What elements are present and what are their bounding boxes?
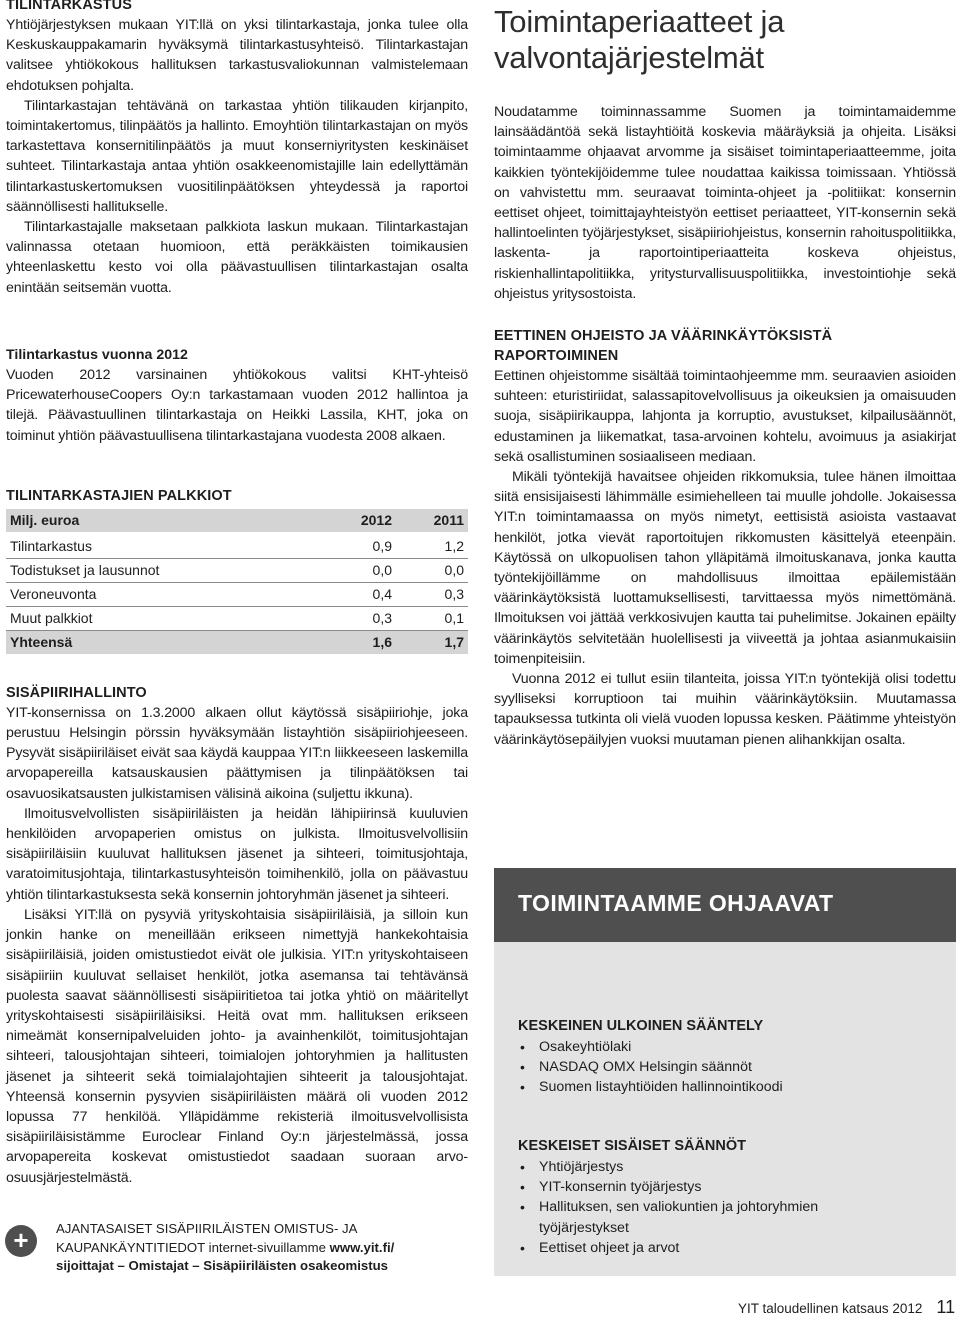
list-item-text: YIT-konsernin työjärjestys (539, 1179, 702, 1196)
insider-paragraph-1: YIT-konsernissa on 1.3.2000 alkaen ollut käytössä sisäpiiriohje, joka perustuu Helsingin pörssin hyväksymään listayhtiön sisäpiiriohjeeseen. Pysyvät sisäpiiriläiset eivät saa käydä kauppaa YIT:n liikkeeseen laskemilla arvopapereilla katsauskausien päättymisen ja tilinpäätöksen tai osavuosikatsausten julkistamisen välisinä aikoina (suljettu ikkuna). (6, 704, 468, 802)
fees-col-label: Milj. euroa (6, 509, 270, 532)
fees-row-label: Tilintarkastus (6, 535, 270, 559)
audit-paragraph-3: Tilintarkastajalle maksetaan palkkiota laskun mukaan. Tilintarkastajan valinnassa otetaan huomioon, että peräkkäisten toimikausien yhteenlaskettu kesto voi olla päävastuullisen tilintarkastajan osalta enintään seitsemän vuotta. (6, 219, 468, 296)
internal-rules-list (518, 1157, 938, 1258)
internal-rules-heading: KESKEISET SISÄISET SÄÄNNÖT (518, 1138, 747, 1154)
guidelines-box (494, 942, 956, 1276)
table-row (6, 535, 468, 559)
external-regulation-heading: KESKEINEN ULKOINEN SÄÄNTELY (518, 1018, 764, 1034)
fees-row-2012: 0,3 (270, 606, 396, 630)
fees-row-2011: 0,3 (396, 582, 468, 606)
fees-table (6, 509, 468, 654)
bullet-icon: • (520, 1059, 525, 1076)
list-item-text: Osakeyhtiölaki (539, 1039, 632, 1055)
list-item-text: Eettiset ohjeet ja arvot (539, 1239, 680, 1256)
note-line-3: sijoittajat – Omistajat – Sisäpiiriläisten osakeomistus (56, 1258, 389, 1273)
note-line-2 (56, 1239, 456, 1258)
list-item (518, 1177, 938, 1197)
bullet-icon: • (520, 1039, 525, 1055)
note-line-2-text: KAUPANKÄYNTITIEDOT internet-sivuillamme (56, 1239, 330, 1255)
fees-row-label: Todistukset ja lausunnot (6, 558, 270, 582)
ethics-paragraph-1: Eettinen ohjeistomme sisältää toimintaohjeemme mm. seuraavien asioiden suhteen: eturistiriidat, salassapitovelvollisuus ja oikeuksien ja omaisuuden suoja, sisäpiirikauppa, lahjonta ja korruptio, avustukset, kilpailusäännöt, edustaminen ja liikematkat, tasa-arvoinen kohtelu, avoimuus ja asiakirjat sekä osallistuminen sosiaaliseen mediaan. (494, 368, 956, 465)
list-item (518, 1157, 938, 1177)
external-regulation-list (518, 1037, 938, 1098)
fees-row-2011: 1,2 (396, 535, 468, 559)
list-item (518, 1197, 938, 1237)
list-item-text: Yhtiöjärjestys (539, 1159, 624, 1175)
note-line-1: AJANTASAISET SISÄPIIRILÄISTEN OMISTUS- JA (56, 1221, 358, 1236)
table-row (6, 558, 468, 582)
audit-heading: TILINTARKASTUS (6, 0, 132, 13)
fees-total-2012: 1,6 (270, 630, 396, 654)
list-item-text: NASDAQ OMX Helsingin säännöt (539, 1059, 752, 1076)
fees-col-2011: 2011 (396, 509, 468, 532)
plus-icon: + (5, 1225, 37, 1257)
fees-row-label: Veroneuvonta (6, 582, 270, 606)
right-column (494, 0, 956, 750)
external-regulation-group (518, 1016, 938, 1098)
fees-row-2012: 0,0 (270, 558, 396, 582)
footer-label: YIT taloudellinen katsaus 2012 (738, 1301, 923, 1316)
fees-row-label: Muut palkkiot (6, 606, 270, 630)
fees-header-row (6, 509, 468, 532)
list-item-text: Suomen listayhtiöiden hallinnointikoodi (539, 1079, 783, 1096)
list-item (518, 1037, 938, 1057)
guidelines-box-header (494, 868, 956, 942)
fees-row-2012: 0,9 (270, 535, 396, 559)
list-item (518, 1238, 938, 1258)
fees-row-2012: 0,4 (270, 582, 396, 606)
fees-row-2011: 0,1 (396, 606, 468, 630)
yit-website-link[interactable]: www.yit.fi/ (329, 1239, 395, 1255)
left-column (6, 0, 468, 1188)
list-item-text: Hallituksen, sen valiokuntien ja johtoryhmien työjärjestykset (539, 1199, 819, 1236)
bullet-icon: • (520, 1199, 525, 1216)
bullet-icon: • (520, 1239, 525, 1256)
internal-rules-group (518, 1136, 938, 1258)
page-footer (738, 1297, 955, 1318)
insider-paragraph-3: Lisäksi YIT:llä on pysyviä yrityskohtaisia sisäpiiriläisiä, ja silloin kun jonkin hanke on meneillään erikseen nimettyjä hankekohtaisia sisäpiiriläisiä, joiden omistustiedot eivät ole julkisia. YIT:n yrityskohtaiseen sisäpiiriin kuuluvat sellaiset henkilöt, jotka asemansa tai tehtävänsä puolesta saavat säännöllisesti sisäpiiritietoa tai jotka yhtiö on määritellyt yrityskohtaisesti sisäpiiriläisiksi. Heitä ovat mm. hallituksen erikseen nimeämät konsernipalveluiden johto- ja avainhenkilöt, toimitusjohtajan sihteeri, talousjohtajan sihteeri, toimialojen johtoryhmien ja hallitusten jäsenet ja sihteerit sekä toimialajohtajien sihteerit ja talousjohtajat. Yhteensä konsernin pysyvien sisäpiiriläisten määrä oli vuoden 2012 lopussa 77 henkilöä. Ylläpidämme rekisteriä ilmoitusvelvollisista sisäpiiriläisistämme Euroclear Finland Oy:n järjestelmässä, jossa arvopapereita koskevat omistustiedot saadaan suoraan arvo-osuusjärjestelmästä. (6, 906, 468, 1186)
table-row (6, 582, 468, 606)
fees-total-2011: 1,7 (396, 630, 468, 654)
fees-total-row (6, 630, 468, 654)
bullet-icon: • (520, 1079, 525, 1096)
page-number: 11 (936, 1297, 956, 1317)
page-title: Toimintaperiaatteet ja valvontajärjestelmät (494, 4, 785, 75)
table-row (6, 606, 468, 630)
insider-heading: SISÄPIIRIHALLINTO (6, 684, 147, 701)
audit-2012-paragraph: Vuoden 2012 varsinainen yhtiökokous valitsi KHT-yhteisö PricewaterhouseCoopers Oy:n tarkastamaan vuoden 2012 hallintoa ja tilejä. Päävastuullinen tilintarkastaja on Heikki Lassila, KHT, joka on toiminut yhtiön päävastuullisena tilintarkastajana vuodesta 2008 alkaen. (6, 367, 468, 444)
audit-paragraph-2: Tilintarkastajan tehtävänä on tarkastaa yhtiön tilikauden kirjanpito, toimintakertomus, tilinpäätös ja hallinto. Emoyhtiön tilintarkastajan on myös tarkastettava konsernitilinpäätös ja muut konserniyritysten keskinäiset suhteet. Tilintarkastaja antaa yhtiön osakkeenomistajille lain edellyttämän tilintarkastuskertomuksen vuositilinpäätöksen yhteydessä ja raportoi säännöllisesti hallitukselle. (6, 97, 468, 215)
guidelines-box-title: TOIMINTAAMME OHJAAVAT (518, 890, 834, 916)
bullet-icon: • (520, 1159, 525, 1175)
intro-paragraph: Noudatamme toiminnassamme Suomen ja toimintamaidemme lainsäädäntöä sekä listayhtiöitä koskevia määräyksiä ja ohjeita. Lisäksi toimintaamme ohjaavat arvomme ja sisäiset toimintaperiaatteemme, joita kaikkien työntekijöidemme tulee noudattaa kaikissa toimissaan. Yhtiössä on vahvistettu mm. seuraavat toiminta-ohjeet ja -politiikat: konsernin eettiset ohjeet, toimittajayhteistyön eettiset periaatteet, YIT-konsernin sekä hallintoelinten työjärjestykset, sisäpiiriohjeistus, konsernin rahoituspolitiikka, laskenta- ja raportointiperiaatteita koskeva ohjeistus, riskienhallintapolitiikka, yritysturvallisuuspolitiikka, investointiohje sekä ohjeistus yritysostoista. (494, 104, 956, 302)
insider-paragraph-2: Ilmoitusvelvollisten sisäpiiriläisten ja heidän lähipiirinsä kuuluvien henkilöiden arvopaperien omistus on julkista. Ilmoitusvelvollisiin sisäpiiriläisiin kuuluvat hallituksen jäsenet ja sihteeri, toimitusjohtaja, varatoimitusjohtaja, tilintarkastusyhteisön toimihenkilö, jolla on päävastuu yhtiön tilintarkastuksesta sekä konsernin johtoryhmän jäsenet ja sihteeri. (6, 805, 468, 903)
ethics-paragraph-2: Mikäli työntekijä havaitsee ohjeiden rikkomuksia, tulee hänen ilmoittaa siitä ensisijaisesti lähimmälle esimiehelleen tai muulle johdolle. Jokaisessa YIT:n toimintamaassa on myös nimetyt, eettisistä asioista vastaavat henkilöt, jotka vievät raportoitujen rikkomusten käsittelyä eteenpäin. Käytössä on ulkopuolisen tahon ylläpitämä ilmoituskanava, jonka kautta työntekijöillämme on mahdollisuus ilmoittaa epäilemistään väärinkäytöksistä luottamuksellisesti, tarvittaessa myös nimettömänä. Ilmoituksen voi jättää verkkosivujen kautta tai puhelimitse. Jokainen epäilty väärinkäytös selvitetään huolellisesti ja viiveettä ja johtaa asianmukaisiin toimenpiteisiin. (494, 469, 956, 667)
audit-paragraph-1: Yhtiöjärjestyksen mukaan YIT:llä on yksi tilintarkastaja, jonka tulee olla Keskuskauppakamarin hyväksymä tilintarkastusyhteisö. Tilintarkastajan valitsee yhtiökokous hallituksen tarkastusvaliokunnan valmistelemaan ehdotuksen pohjalta. (6, 17, 468, 94)
insider-info-note (56, 1220, 456, 1276)
ethics-heading: EETTINEN OHJEISTO JA VÄÄRINKÄYTÖKSISTÄ RAPORTOIMINEN (494, 328, 833, 365)
fees-heading: TILINTARKASTAJIEN PALKKIOT (6, 487, 232, 504)
fees-row-2011: 0,0 (396, 558, 468, 582)
list-item (518, 1077, 938, 1097)
fees-col-2012: 2012 (270, 509, 396, 532)
bullet-icon: • (520, 1179, 525, 1196)
list-item (518, 1057, 938, 1077)
fees-total-label: Yhteensä (6, 630, 270, 654)
ethics-paragraph-3: Vuonna 2012 ei tullut esiin tilanteita, joissa YIT:n työntekijä olisi todettu syylliseksi korruptioon tai muihin väärinkäytöksiin. Muutamassa tapauksessa tutkinta oli vielä vuoden lopussa kesken. Päätimme yhteistyön väärinkäytösepäilyjen vuoksi muutaman pienen alihankkijan osalta. (494, 671, 956, 748)
audit-2012-heading: Tilintarkastus vuonna 2012 (6, 346, 188, 363)
